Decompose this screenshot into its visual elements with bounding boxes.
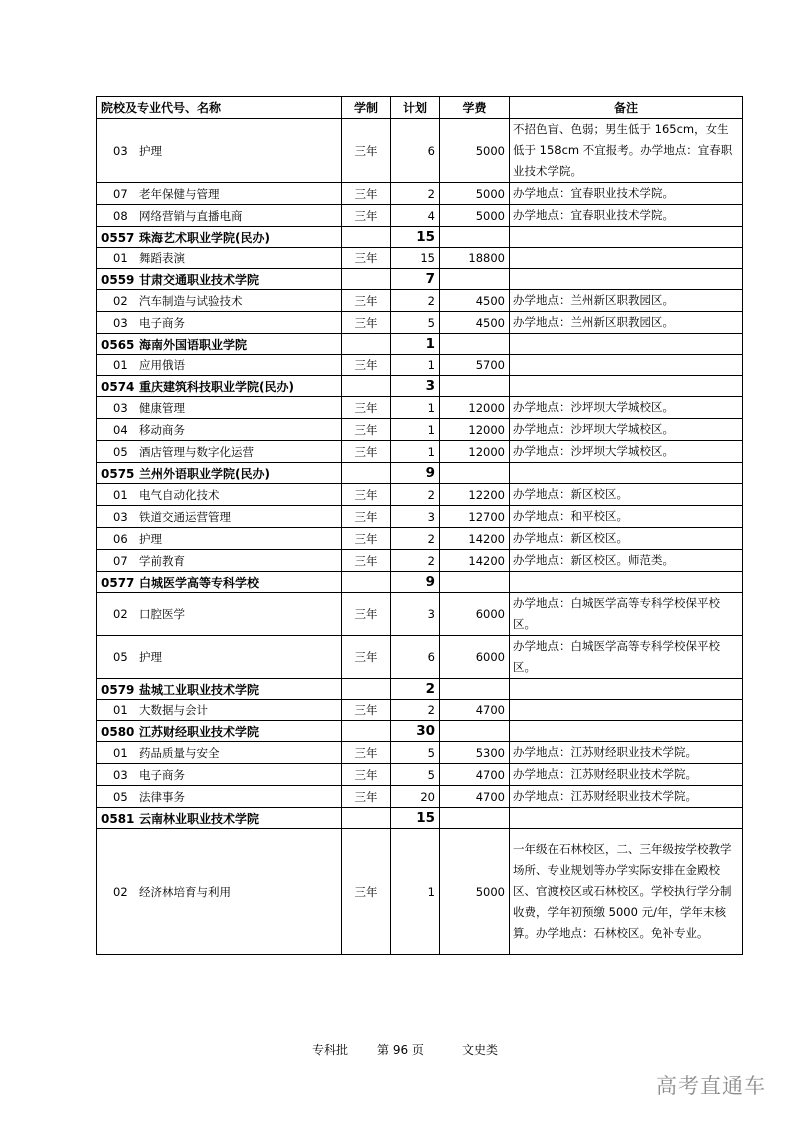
major-name-cell bbox=[97, 397, 342, 419]
school-plan-total: 15 bbox=[391, 227, 440, 248]
school-note-cell bbox=[510, 334, 743, 355]
major-fee: 6000 bbox=[440, 636, 510, 679]
major-fee: 5000 bbox=[440, 829, 510, 955]
school-plan-total: 9 bbox=[391, 572, 440, 593]
major-fee: 12000 bbox=[440, 397, 510, 419]
major-name-cell bbox=[97, 829, 342, 955]
table-header-row bbox=[97, 97, 743, 119]
major-name-cell bbox=[97, 248, 342, 269]
major-code: 02 bbox=[113, 884, 128, 899]
school-code: 0579 bbox=[101, 682, 135, 697]
major-code: 03 bbox=[113, 315, 128, 330]
major-plan: 5 bbox=[391, 742, 440, 764]
school-plan-total: 7 bbox=[391, 269, 440, 290]
school-row bbox=[97, 334, 743, 355]
school-plan-total: 15 bbox=[391, 808, 440, 829]
school-row bbox=[97, 269, 743, 290]
header-name: 院校及专业代号、名称 bbox=[97, 97, 342, 119]
major-plan: 2 bbox=[391, 528, 440, 550]
major-code: 03 bbox=[113, 767, 128, 782]
major-code: 04 bbox=[113, 422, 128, 437]
major-fee: 5300 bbox=[440, 742, 510, 764]
school-code: 0575 bbox=[101, 466, 135, 481]
major-fee: 12000 bbox=[440, 441, 510, 463]
major-plan: 3 bbox=[391, 506, 440, 528]
school-name: 甘肃交通职业技术学院 bbox=[139, 272, 260, 287]
enrollment-plan-table bbox=[96, 96, 743, 955]
school-name-cell bbox=[97, 334, 342, 355]
school-name-cell bbox=[97, 572, 342, 593]
major-name: 学前教育 bbox=[139, 553, 185, 568]
major-note: 办学地点：兰州新区职教园区。 bbox=[510, 290, 743, 312]
major-code: 01 bbox=[113, 703, 128, 717]
major-plan: 20 bbox=[391, 786, 440, 808]
major-note: 办学地点：江苏财经职业技术学院。 bbox=[510, 786, 743, 808]
major-fee: 18800 bbox=[440, 248, 510, 269]
major-note: 办学地点：宜春职业技术学院。 bbox=[510, 205, 743, 227]
major-row bbox=[97, 764, 743, 786]
major-name-cell bbox=[97, 419, 342, 441]
major-name-cell bbox=[97, 636, 342, 679]
major-name: 酒店管理与数字化运营 bbox=[139, 444, 254, 459]
major-code: 03 bbox=[113, 400, 128, 415]
major-plan: 2 bbox=[391, 700, 440, 721]
major-code: 07 bbox=[113, 553, 128, 568]
school-note-cell bbox=[510, 721, 743, 742]
school-fee-cell bbox=[440, 376, 510, 397]
major-system: 三年 bbox=[342, 786, 391, 808]
school-system-cell bbox=[342, 572, 391, 593]
major-plan: 1 bbox=[391, 397, 440, 419]
footer-batch: 专科批 bbox=[312, 1043, 349, 1057]
footer-category: 文史类 bbox=[462, 1043, 499, 1057]
major-system: 三年 bbox=[342, 700, 391, 721]
major-note: 办学地点：江苏财经职业技术学院。 bbox=[510, 764, 743, 786]
major-name-cell bbox=[97, 506, 342, 528]
major-system: 三年 bbox=[342, 248, 391, 269]
major-name: 电气自动化技术 bbox=[139, 487, 220, 502]
major-code: 06 bbox=[113, 531, 128, 546]
school-system-cell bbox=[342, 269, 391, 290]
school-name: 重庆建筑科技职业学院(民办) bbox=[139, 379, 294, 394]
major-name-cell bbox=[97, 550, 342, 572]
school-name-cell bbox=[97, 808, 342, 829]
school-note-cell bbox=[510, 572, 743, 593]
major-name-cell bbox=[97, 786, 342, 808]
school-plan-total: 1 bbox=[391, 334, 440, 355]
school-system-cell bbox=[342, 376, 391, 397]
major-note: 办学地点：白城医学高等专科学校保平校区。 bbox=[510, 593, 743, 636]
major-system: 三年 bbox=[342, 119, 391, 183]
major-fee: 4500 bbox=[440, 312, 510, 334]
school-row bbox=[97, 679, 743, 700]
school-system-cell bbox=[342, 334, 391, 355]
school-code: 0559 bbox=[101, 272, 135, 287]
major-system: 三年 bbox=[342, 441, 391, 463]
school-fee-cell bbox=[440, 572, 510, 593]
major-system: 三年 bbox=[342, 528, 391, 550]
table-body bbox=[97, 119, 743, 955]
major-name-cell bbox=[97, 205, 342, 227]
major-code: 05 bbox=[113, 789, 128, 804]
major-plan: 2 bbox=[391, 290, 440, 312]
school-plan-total: 30 bbox=[391, 721, 440, 742]
major-row bbox=[97, 419, 743, 441]
major-note: 办学地点：宜春职业技术学院。 bbox=[510, 183, 743, 205]
school-note-cell bbox=[510, 376, 743, 397]
school-name: 江苏财经职业技术学院 bbox=[139, 724, 260, 739]
major-note: 办学地点：沙坪坝大学城校区。 bbox=[510, 419, 743, 441]
school-name-cell bbox=[97, 376, 342, 397]
major-name: 护理 bbox=[139, 143, 162, 158]
school-row bbox=[97, 721, 743, 742]
school-code: 0574 bbox=[101, 379, 135, 394]
major-plan: 1 bbox=[391, 829, 440, 955]
school-system-cell bbox=[342, 679, 391, 700]
major-fee: 5700 bbox=[440, 355, 510, 376]
major-note: 办学地点：新区校区。 bbox=[510, 484, 743, 506]
major-code: 01 bbox=[113, 745, 128, 760]
major-row bbox=[97, 593, 743, 636]
major-row bbox=[97, 355, 743, 376]
major-plan: 15 bbox=[391, 248, 440, 269]
school-name: 白城医学高等专科学校 bbox=[139, 575, 260, 590]
major-row bbox=[97, 528, 743, 550]
major-note: 办学地点：新区校区。 bbox=[510, 528, 743, 550]
major-plan: 5 bbox=[391, 764, 440, 786]
major-code: 05 bbox=[113, 444, 128, 459]
school-name-cell bbox=[97, 227, 342, 248]
major-name-cell bbox=[97, 764, 342, 786]
major-system: 三年 bbox=[342, 484, 391, 506]
school-fee-cell bbox=[440, 227, 510, 248]
major-system: 三年 bbox=[342, 550, 391, 572]
major-row bbox=[97, 742, 743, 764]
major-system: 三年 bbox=[342, 397, 391, 419]
major-name: 法律事务 bbox=[139, 789, 185, 804]
major-fee: 5000 bbox=[440, 119, 510, 183]
header-note: 备注 bbox=[510, 97, 743, 119]
major-name: 网络营销与直播电商 bbox=[139, 208, 243, 223]
major-code: 01 bbox=[113, 487, 128, 502]
major-system: 三年 bbox=[342, 829, 391, 955]
school-fee-cell bbox=[440, 721, 510, 742]
school-code: 0577 bbox=[101, 575, 135, 590]
major-note: 不招色盲、色弱；男生低于 165cm，女生低于 158cm 不宜报考。办学地点：宜春职业技术学院。 bbox=[510, 119, 743, 183]
major-code: 01 bbox=[113, 358, 128, 372]
major-fee: 4500 bbox=[440, 290, 510, 312]
major-system: 三年 bbox=[342, 183, 391, 205]
major-row bbox=[97, 183, 743, 205]
major-code: 02 bbox=[113, 293, 128, 308]
major-fee: 12000 bbox=[440, 419, 510, 441]
school-name-cell bbox=[97, 269, 342, 290]
major-note: 办学地点：沙坪坝大学城校区。 bbox=[510, 441, 743, 463]
school-row bbox=[97, 808, 743, 829]
major-row bbox=[97, 636, 743, 679]
major-system: 三年 bbox=[342, 312, 391, 334]
major-name: 健康管理 bbox=[139, 400, 185, 415]
school-fee-cell bbox=[440, 334, 510, 355]
major-row bbox=[97, 290, 743, 312]
major-name-cell bbox=[97, 290, 342, 312]
major-code: 03 bbox=[113, 143, 128, 158]
major-row bbox=[97, 506, 743, 528]
major-note bbox=[510, 355, 743, 376]
school-fee-cell bbox=[440, 808, 510, 829]
school-row bbox=[97, 376, 743, 397]
major-row bbox=[97, 441, 743, 463]
school-name: 云南林业职业技术学院 bbox=[139, 811, 260, 826]
major-row bbox=[97, 119, 743, 183]
footer-page-number: 第 96 页 bbox=[377, 1043, 424, 1057]
major-name-cell bbox=[97, 119, 342, 183]
major-system: 三年 bbox=[342, 636, 391, 679]
major-fee: 4700 bbox=[440, 786, 510, 808]
major-name-cell bbox=[97, 484, 342, 506]
major-fee: 12700 bbox=[440, 506, 510, 528]
major-system: 三年 bbox=[342, 593, 391, 636]
major-code: 01 bbox=[113, 251, 128, 265]
major-fee: 14200 bbox=[440, 550, 510, 572]
major-plan: 1 bbox=[391, 441, 440, 463]
school-system-cell bbox=[342, 463, 391, 484]
major-name-cell bbox=[97, 700, 342, 721]
school-code: 0565 bbox=[101, 337, 135, 352]
major-plan: 4 bbox=[391, 205, 440, 227]
major-fee: 5000 bbox=[440, 205, 510, 227]
school-fee-cell bbox=[440, 463, 510, 484]
major-name: 移动商务 bbox=[139, 422, 185, 437]
school-name: 兰州外语职业学院(民办) bbox=[139, 466, 270, 481]
major-fee: 4700 bbox=[440, 764, 510, 786]
school-code: 0581 bbox=[101, 811, 135, 826]
major-row bbox=[97, 786, 743, 808]
school-note-cell bbox=[510, 679, 743, 700]
school-code: 0580 bbox=[101, 724, 135, 739]
major-note: 办学地点：白城医学高等专科学校保平校区。 bbox=[510, 636, 743, 679]
major-system: 三年 bbox=[342, 764, 391, 786]
school-row bbox=[97, 572, 743, 593]
major-name: 护理 bbox=[139, 531, 162, 546]
major-row bbox=[97, 484, 743, 506]
major-fee: 5000 bbox=[440, 183, 510, 205]
major-name: 电子商务 bbox=[139, 767, 185, 782]
major-plan: 2 bbox=[391, 484, 440, 506]
major-name-cell bbox=[97, 742, 342, 764]
major-row bbox=[97, 550, 743, 572]
school-name-cell bbox=[97, 463, 342, 484]
major-name: 经济林培育与利用 bbox=[139, 884, 231, 899]
major-name: 大数据与会计 bbox=[139, 703, 208, 717]
major-system: 三年 bbox=[342, 355, 391, 376]
major-fee: 6000 bbox=[440, 593, 510, 636]
major-system: 三年 bbox=[342, 290, 391, 312]
major-name: 应用俄语 bbox=[139, 358, 185, 372]
major-plan: 2 bbox=[391, 550, 440, 572]
major-note: 办学地点：和平校区。 bbox=[510, 506, 743, 528]
major-code: 07 bbox=[113, 186, 128, 201]
major-name-cell bbox=[97, 593, 342, 636]
major-plan: 3 bbox=[391, 593, 440, 636]
major-row bbox=[97, 829, 743, 955]
school-note-cell bbox=[510, 808, 743, 829]
school-system-cell bbox=[342, 808, 391, 829]
header-system: 学制 bbox=[342, 97, 391, 119]
major-plan: 2 bbox=[391, 183, 440, 205]
major-code: 08 bbox=[113, 208, 128, 223]
major-row bbox=[97, 248, 743, 269]
major-row bbox=[97, 397, 743, 419]
major-note: 一年级在石林校区，二、三年级按学校教学场所、专业规划等办学实际安排在金殿校区、官渡校区或石林校区。学校执行学分制收费，学年初预缴 5000 元/年，学年末核算。办学地点：石林校区。免补专业。 bbox=[510, 829, 743, 955]
school-name-cell bbox=[97, 679, 342, 700]
school-row bbox=[97, 227, 743, 248]
major-system: 三年 bbox=[342, 742, 391, 764]
school-plan-total: 2 bbox=[391, 679, 440, 700]
school-name: 盐城工业职业技术学院 bbox=[139, 682, 260, 697]
major-name-cell bbox=[97, 183, 342, 205]
major-note: 办学地点：兰州新区职教园区。 bbox=[510, 312, 743, 334]
major-note: 办学地点：新区校区。师范类。 bbox=[510, 550, 743, 572]
major-row bbox=[97, 312, 743, 334]
major-name: 电子商务 bbox=[139, 315, 185, 330]
header-plan: 计划 bbox=[391, 97, 440, 119]
school-plan-total: 9 bbox=[391, 463, 440, 484]
major-name-cell bbox=[97, 355, 342, 376]
major-system: 三年 bbox=[342, 419, 391, 441]
major-code: 05 bbox=[113, 650, 128, 664]
major-plan: 1 bbox=[391, 355, 440, 376]
school-code: 0557 bbox=[101, 230, 135, 245]
major-name: 药品质量与安全 bbox=[139, 745, 220, 760]
major-name: 铁道交通运营管理 bbox=[139, 509, 231, 524]
major-plan: 5 bbox=[391, 312, 440, 334]
school-fee-cell bbox=[440, 269, 510, 290]
school-note-cell bbox=[510, 227, 743, 248]
major-note bbox=[510, 700, 743, 721]
major-plan: 1 bbox=[391, 419, 440, 441]
major-plan: 6 bbox=[391, 636, 440, 679]
major-name-cell bbox=[97, 312, 342, 334]
school-row bbox=[97, 463, 743, 484]
major-name: 口腔医学 bbox=[139, 607, 185, 621]
major-note: 办学地点：江苏财经职业技术学院。 bbox=[510, 742, 743, 764]
header-fee: 学费 bbox=[440, 97, 510, 119]
school-plan-total: 3 bbox=[391, 376, 440, 397]
major-system: 三年 bbox=[342, 506, 391, 528]
watermark-text: 高考直通车 bbox=[656, 1074, 766, 1098]
major-fee: 12200 bbox=[440, 484, 510, 506]
major-note bbox=[510, 248, 743, 269]
school-name-cell bbox=[97, 721, 342, 742]
school-name: 海南外国语职业学院 bbox=[139, 337, 248, 352]
school-note-cell bbox=[510, 463, 743, 484]
school-system-cell bbox=[342, 721, 391, 742]
major-name: 老年保健与管理 bbox=[139, 186, 220, 201]
school-note-cell bbox=[510, 269, 743, 290]
major-name: 汽车制造与试验技术 bbox=[139, 293, 243, 308]
major-row bbox=[97, 700, 743, 721]
major-code: 02 bbox=[113, 607, 128, 621]
major-system: 三年 bbox=[342, 205, 391, 227]
major-plan: 6 bbox=[391, 119, 440, 183]
major-fee: 14200 bbox=[440, 528, 510, 550]
major-note: 办学地点：沙坪坝大学城校区。 bbox=[510, 397, 743, 419]
major-row bbox=[97, 205, 743, 227]
major-name: 护理 bbox=[139, 650, 162, 664]
school-name: 珠海艺术职业学院(民办) bbox=[139, 230, 270, 245]
major-name-cell bbox=[97, 528, 342, 550]
major-name: 舞蹈表演 bbox=[139, 251, 185, 265]
school-system-cell bbox=[342, 227, 391, 248]
school-fee-cell bbox=[440, 679, 510, 700]
major-fee: 4700 bbox=[440, 700, 510, 721]
major-name-cell bbox=[97, 441, 342, 463]
major-code: 03 bbox=[113, 509, 128, 524]
